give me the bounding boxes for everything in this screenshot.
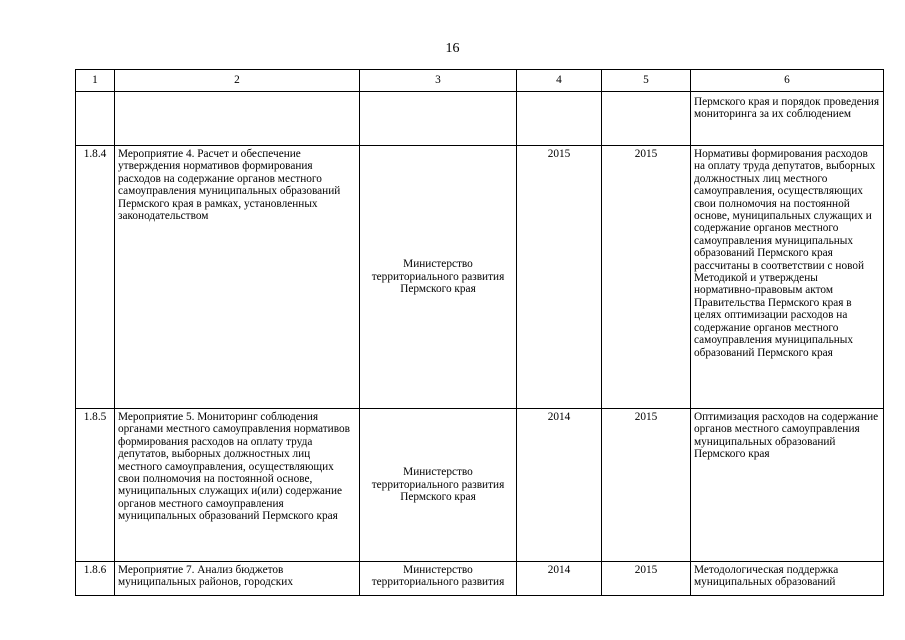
activity-cell: Мероприятие 4. Расчет и обеспечение утверждения нормативов формирования расходов на содержание органов местного самоуправления муниципальных образований Пермского края в рамках, установленных законодательством — [115, 146, 360, 409]
page-number: 16 — [445, 41, 460, 56]
start-year-cell — [517, 92, 602, 146]
end-year-cell: 2015 — [602, 146, 691, 409]
responsible-cell: Министерство территориального развития — [360, 562, 517, 596]
row-number-cell: 1.8.6 — [76, 562, 115, 596]
column-header: 6 — [691, 70, 884, 92]
activity-cell: Мероприятие 5. Мониторинг соблюдения органами местного самоуправления нормативов формирования расходов на оплату труда депутатов, выборных должностных лиц местного самоуправления, осуществляющих свои полномочия на постоянной основе, муниципальных служащих и(или) содержание органов местного самоуправления муниципальных образований Пермского края — [115, 409, 360, 562]
table-row — [76, 146, 884, 409]
column-header: 4 — [517, 70, 602, 92]
start-year-cell: 2014 — [517, 409, 602, 562]
responsible-cell: Министерство территориального развития Пермского края — [360, 146, 517, 409]
column-header: 1 — [76, 70, 115, 92]
responsible-cell — [360, 92, 517, 146]
column-number-row — [76, 70, 884, 92]
column-header: 3 — [360, 70, 517, 92]
table-row — [76, 409, 884, 562]
responsible-cell: Министерство территориального развития Пермского края — [360, 409, 517, 562]
result-cell: Пермского края и порядок проведения мониторинга за их соблюдением — [691, 92, 884, 146]
end-year-cell: 2015 — [602, 562, 691, 596]
column-header: 5 — [602, 70, 691, 92]
end-year-cell: 2015 — [602, 409, 691, 562]
row-number-cell — [76, 92, 115, 146]
start-year-cell: 2014 — [517, 562, 602, 596]
column-header: 2 — [115, 70, 360, 92]
activity-cell — [115, 92, 360, 146]
row-number-cell: 1.8.4 — [76, 146, 115, 409]
result-cell: Нормативы формирования расходов на оплату труда депутатов, выборных должностных лиц местного самоуправления, осуществляющих свои полномочия на постоянной основе, муниципальных служащих и содержание органов местного самоуправления муниципальных образований Пермского края рассчитаны в соответствии с новой Методикой и утверждены нормативно-правовым актом Правительства Пермского края в целях оптимизации расходов на содержание органов местного самоуправления муниципальных образований Пермского края — [691, 146, 884, 409]
table-row — [76, 562, 884, 596]
activity-cell: Мероприятие 7. Анализ бюджетов муниципальных районов, городских — [115, 562, 360, 596]
end-year-cell — [602, 92, 691, 146]
activities-table — [75, 69, 884, 596]
table-row — [76, 92, 884, 146]
result-cell: Оптимизация расходов на содержание органов местного самоуправления муниципальных образований Пермского края — [691, 409, 884, 562]
start-year-cell: 2015 — [517, 146, 602, 409]
row-number-cell: 1.8.5 — [76, 409, 115, 562]
result-cell: Методологическая поддержка муниципальных образований — [691, 562, 884, 596]
